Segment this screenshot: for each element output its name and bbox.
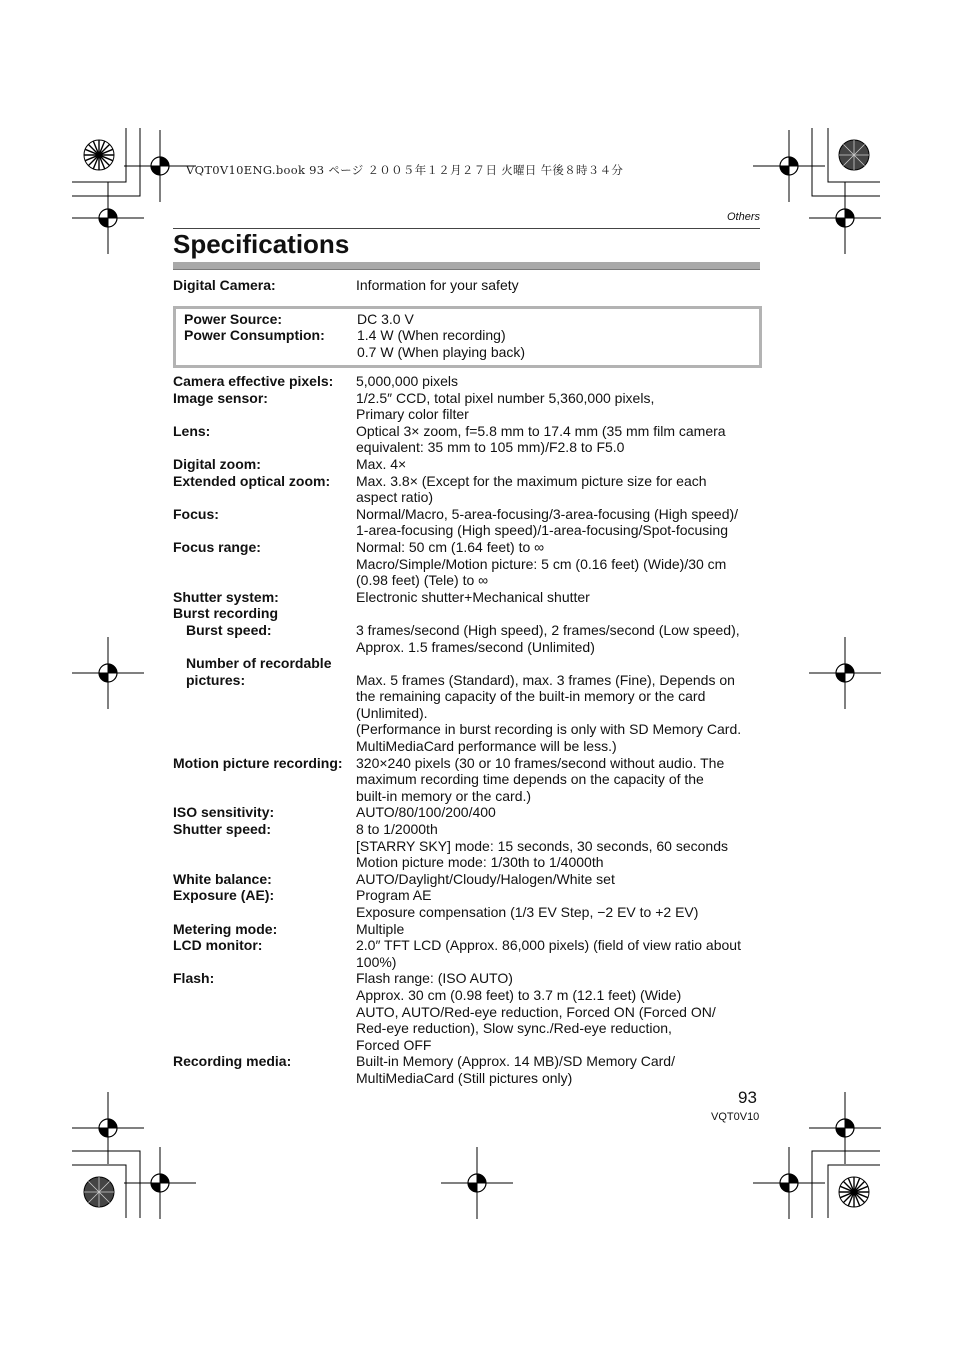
spec-row bbox=[173, 804, 773, 821]
spec-row bbox=[173, 423, 773, 456]
spec-row bbox=[173, 589, 773, 606]
spec-row bbox=[173, 970, 773, 1053]
spec-value: Normal/Macro, 5-area-focusing/3-area-focusing (High speed)/ 1-area-focusing (High speed)/1-area-focusing/Spot-focusing bbox=[356, 505, 739, 539]
spec-row bbox=[173, 1053, 773, 1086]
spec-label: Motion picture recording: bbox=[173, 754, 343, 771]
power-consumption-line-1: 1.4 W (When recording) bbox=[357, 327, 506, 343]
section-label: Others bbox=[726, 211, 760, 223]
power-consumption-label: Power Consumption: bbox=[184, 327, 325, 343]
spec-value: 1/2.5″ CCD, total pixel number 5,360,000 pixels, Primary color filter bbox=[356, 389, 655, 423]
title-underline-bar bbox=[173, 262, 760, 270]
spec-value: 8 to 1/2000th [STARRY SKY] mode: 15 seconds, 30 seconds, 60 seconds Motion picture mode: 1/30th to 1/4000th bbox=[356, 821, 728, 871]
spec-label: White balance: bbox=[173, 870, 272, 887]
spec-row bbox=[173, 821, 773, 871]
page-title: Specifications bbox=[173, 229, 350, 259]
spec-label: Image sensor: bbox=[173, 389, 268, 406]
digital-camera-label: Digital Camera: bbox=[173, 277, 276, 293]
power-source-value: DC 3.0 V bbox=[357, 311, 414, 327]
spec-label: Flash: bbox=[173, 970, 215, 987]
spec-label: Burst recording bbox=[173, 605, 279, 622]
spec-value: Optical 3× zoom, f=5.8 mm to 17.4 mm (35 mm film camera equivalent: 35 mm to 105 mm)/F2.8 to F5.0 bbox=[356, 422, 726, 456]
spec-value: Max. 4× bbox=[356, 455, 407, 472]
spec-value: Built-in Memory (Approx. 14 MB)/SD Memory Card/ MultiMediaCard (Still pictures only) bbox=[356, 1053, 675, 1086]
spec-value: Normal: 50 cm (1.64 feet) to ∞ Macro/Simple/Motion picture: 5 cm (0.16 feet) (Wide)/30 cm (0.98 feet) (Tele) to ∞ bbox=[356, 538, 727, 589]
spec-row bbox=[173, 655, 773, 672]
spec-label: ISO sensitivity: bbox=[173, 804, 275, 821]
print-header: VQT0V10ENG.book 93 ページ ２００５年１２月２７日 火曜日 午後８時３４分 bbox=[186, 163, 624, 177]
spec-row bbox=[173, 622, 773, 655]
spec-value: 320×240 pixels (30 or 10 frames/second without audio. The maximum recording time depends on the capacity of the built-in memory or the card.) bbox=[356, 754, 725, 804]
spec-value bbox=[356, 605, 773, 622]
spec-value: 3 frames/second (High speed), 2 frames/second (Low speed), Approx. 1.5 frames/second (Unlimited) bbox=[356, 621, 740, 655]
spec-row bbox=[173, 456, 773, 473]
spec-value: 2.0″ TFT LCD (Approx. 86,000 pixels) (field of view ratio about 100%) bbox=[356, 937, 741, 970]
spec-row bbox=[173, 539, 773, 589]
spec-value: Electronic shutter+Mechanical shutter bbox=[356, 588, 590, 605]
spec-label: Metering mode: bbox=[173, 920, 278, 937]
spec-label: Recording media: bbox=[173, 1053, 292, 1070]
spec-label: Camera effective pixels: bbox=[173, 373, 334, 389]
spec-label: Lens: bbox=[173, 422, 211, 439]
spec-row bbox=[173, 921, 773, 938]
spec-label: Extended optical zoom: bbox=[173, 472, 331, 489]
spec-label: Burst speed: bbox=[186, 621, 272, 638]
spec-row bbox=[173, 605, 773, 622]
spec-value: AUTO/Daylight/Cloudy/Halogen/White set bbox=[356, 870, 615, 887]
spec-row bbox=[173, 473, 773, 506]
spec-label: LCD monitor: bbox=[173, 937, 263, 954]
power-consumption-line-2: 0.7 W (When playing back) bbox=[357, 344, 526, 360]
page-number: 93 bbox=[738, 1088, 757, 1107]
spec-list bbox=[173, 373, 773, 1087]
spec-label: pictures: bbox=[186, 671, 246, 688]
spec-value: Program AE Exposure compensation (1/3 EV Step, −2 EV to +2 EV) bbox=[356, 887, 699, 920]
spec-row bbox=[173, 887, 773, 920]
spec-value: 5,000,000 pixels bbox=[356, 373, 458, 389]
spec-label: Digital zoom: bbox=[173, 455, 261, 472]
spec-value: Multiple bbox=[356, 920, 405, 937]
spec-label: Shutter speed: bbox=[173, 821, 272, 838]
spec-label: Number of recordable bbox=[186, 655, 332, 672]
spec-row bbox=[173, 672, 773, 755]
spec-label: Shutter system: bbox=[173, 588, 279, 605]
spec-value bbox=[356, 655, 773, 672]
spec-row bbox=[173, 390, 773, 423]
spec-label: Focus range: bbox=[173, 538, 261, 555]
spec-value: Flash range: (ISO AUTO) Approx. 30 cm (0.98 feet) to 3.7 m (12.1 feet) (Wide) AUTO, AUTO/Red-eye reduction, Forced ON (Forced ON/ Red-eye reduction), Slow sync./Red-eye reduction, Forced OFF bbox=[356, 970, 716, 1053]
spec-row bbox=[173, 755, 773, 805]
spec-row bbox=[173, 871, 773, 888]
digital-camera-value: Information for your safety bbox=[356, 277, 519, 293]
spec-label: Focus: bbox=[173, 505, 219, 522]
spec-row bbox=[173, 506, 773, 539]
spec-value: AUTO/80/100/200/400 bbox=[356, 804, 496, 821]
spec-row bbox=[173, 937, 773, 970]
spec-value: Max. 5 frames (Standard), max. 3 frames (Fine), Depends on the remaining capacity of the built-in memory or the card (Unlimited). (Performance in burst recording is only with SD Memory Card. MultiMediaCard performance will be less.) bbox=[356, 671, 742, 755]
spec-value: Max. 3.8× (Except for the maximum picture size for each aspect ratio) bbox=[356, 472, 707, 506]
document-code: VQT0V10 bbox=[711, 1111, 760, 1123]
spec-label: Exposure (AE): bbox=[173, 887, 275, 904]
spec-row bbox=[173, 373, 773, 390]
power-source-label: Power Source: bbox=[184, 311, 283, 327]
